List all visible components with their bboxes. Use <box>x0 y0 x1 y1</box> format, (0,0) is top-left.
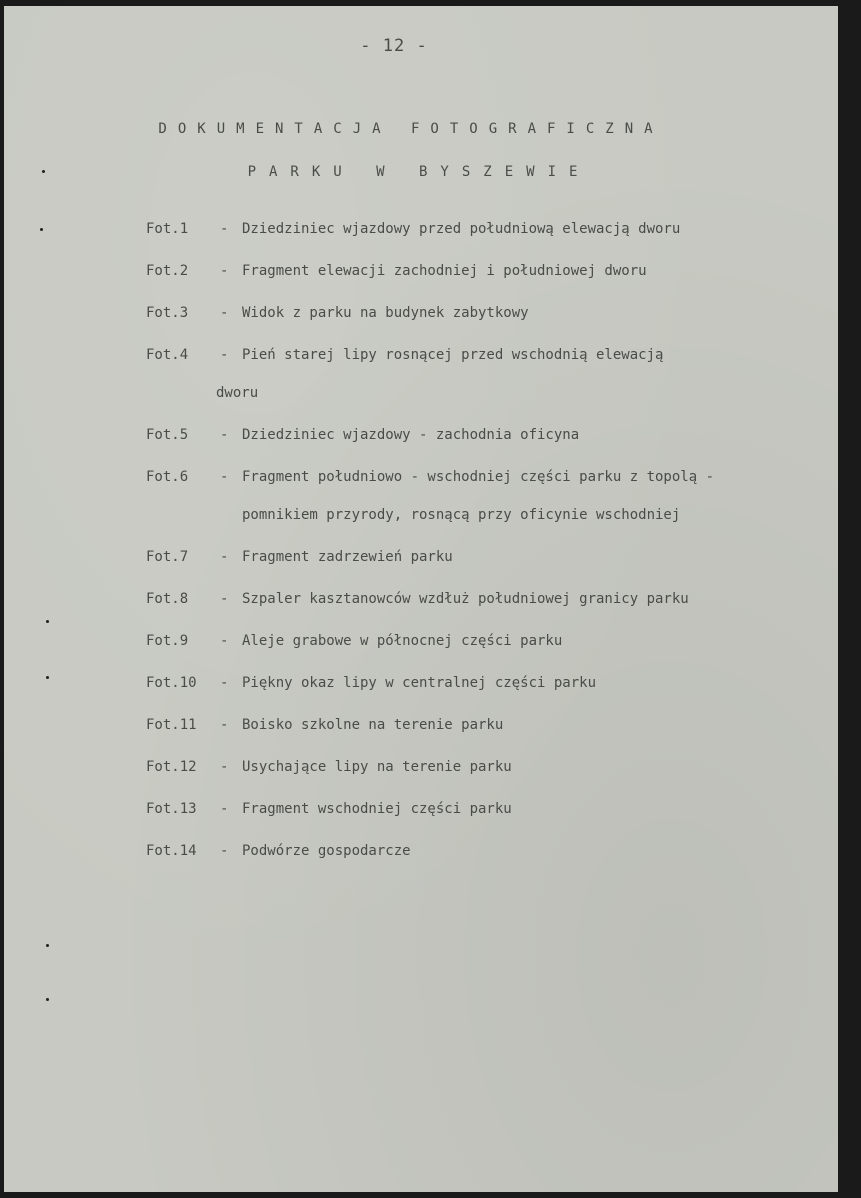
entry-dash: - <box>220 347 229 363</box>
entry-dash: - <box>220 549 229 565</box>
entry-dash: - <box>220 801 229 817</box>
list-item <box>146 456 836 498</box>
photo-caption: Fragment południowo - wschodniej części parku z topolą - <box>242 469 715 485</box>
photo-caption: Dziedziniec wjazdowy przed południową elewacją dworu <box>242 221 681 237</box>
photo-caption: Boisko szkolne na terenie parku <box>242 717 504 733</box>
photo-caption: Widok z parku na budynek zabytkowy <box>242 305 529 321</box>
list-item <box>146 208 836 250</box>
list-item-continuation <box>146 372 836 414</box>
list-item-continuation <box>146 494 836 536</box>
page-number: - 12 - <box>360 36 428 56</box>
photo-caption: Piękny okaz lipy w centralnej części parku <box>242 675 597 691</box>
photo-caption: Fragment zadrzewień parku <box>242 549 453 565</box>
photo-number: Fot.6 <box>146 469 189 485</box>
entry-dash: - <box>220 675 229 691</box>
photo-number: Fot.9 <box>146 633 189 649</box>
photo-number: Fot.4 <box>146 347 189 363</box>
photo-number: Fot.13 <box>146 801 197 817</box>
entry-dash: - <box>220 221 229 237</box>
photo-number: Fot.10 <box>146 675 197 691</box>
photo-number: Fot.1 <box>146 221 189 237</box>
list-item <box>146 292 836 334</box>
list-item <box>146 788 836 830</box>
entry-dash: - <box>220 591 229 607</box>
photo-number: Fot.14 <box>146 843 197 859</box>
punch-hole-mark <box>40 228 43 231</box>
document-title: DOKUMENTACJA FOTOGRAFICZNA <box>158 121 664 137</box>
photo-number: Fot.11 <box>146 717 197 733</box>
photo-caption: Aleje grabowe w północnej części parku <box>242 633 563 649</box>
photo-number: Fot.3 <box>146 305 189 321</box>
photo-number: Fot.12 <box>146 759 197 775</box>
photo-caption: Fragment elewacji zachodniej i południowej dworu <box>242 263 647 279</box>
photo-caption: Usychające lipy na terenie parku <box>242 759 512 775</box>
list-item <box>146 414 836 456</box>
list-item <box>146 830 836 872</box>
punch-hole-mark <box>46 998 49 1001</box>
list-item <box>146 704 836 746</box>
punch-hole-mark <box>46 620 49 623</box>
punch-hole-mark <box>46 944 49 947</box>
photo-number: Fot.8 <box>146 591 189 607</box>
list-item <box>146 250 836 292</box>
punch-hole-mark <box>46 676 49 679</box>
list-item <box>146 536 836 578</box>
entry-dash: - <box>220 427 229 443</box>
document-subtitle: PARKU W BYSZEWIE <box>247 164 591 180</box>
list-item <box>146 334 836 376</box>
photo-caption: Podwórze gospodarcze <box>242 843 411 859</box>
photo-caption: Fragment wschodniej części parku <box>242 801 512 817</box>
entry-dash: - <box>220 633 229 649</box>
photo-number: Fot.7 <box>146 549 189 565</box>
entry-dash: - <box>220 717 229 733</box>
photo-list <box>146 208 836 872</box>
list-item <box>146 620 836 662</box>
photo-caption: Pień starej lipy rosnącej przed wschodnią elewacją <box>242 347 664 363</box>
entry-dash: - <box>220 469 229 485</box>
entry-dash: - <box>220 263 229 279</box>
punch-hole-mark <box>42 170 45 173</box>
document-page <box>4 6 838 1192</box>
photo-caption: Szpaler kasztanowców wzdłuż południowej granicy parku <box>242 591 689 607</box>
list-item <box>146 746 836 788</box>
photo-caption: Dziedziniec wjazdowy - zachodnia oficyna <box>242 427 580 443</box>
entry-dash: - <box>220 759 229 775</box>
photo-caption-continuation: pomnikiem przyrody, rosnącą przy oficynie wschodniej <box>242 507 681 523</box>
photo-number: Fot.2 <box>146 263 189 279</box>
photo-caption-continuation: dworu <box>216 385 259 401</box>
entry-dash: - <box>220 305 229 321</box>
photo-number: Fot.5 <box>146 427 189 443</box>
entry-dash: - <box>220 843 229 859</box>
list-item <box>146 662 836 704</box>
list-item <box>146 578 836 620</box>
